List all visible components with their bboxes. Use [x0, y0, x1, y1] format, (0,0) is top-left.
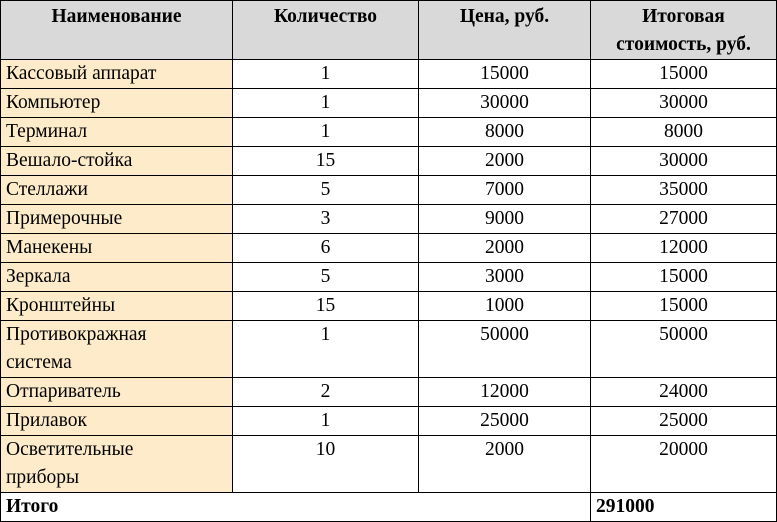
cell-name [1, 321, 233, 378]
total-label: Итого [1, 493, 591, 522]
cell-total: 30000 [591, 89, 777, 118]
cell-price: 2000 [419, 234, 591, 263]
header-price: Цена, руб. [419, 1, 591, 60]
cell-name: Терминал [1, 118, 233, 147]
cell-total: 12000 [591, 234, 777, 263]
cell-quantity: 1 [233, 60, 419, 89]
cell-total: 15000 [591, 263, 777, 292]
cell-quantity: 1 [233, 89, 419, 118]
total-row [1, 493, 777, 522]
cell-quantity: 15 [233, 292, 419, 321]
cell-total: 27000 [591, 205, 777, 234]
cell-quantity: 3 [233, 205, 419, 234]
cell-total: 15000 [591, 60, 777, 89]
cell-total: 24000 [591, 378, 777, 407]
table-row [1, 60, 777, 89]
cell-quantity: 1 [233, 407, 419, 436]
cell-price: 15000 [419, 60, 591, 89]
cell-price: 3000 [419, 263, 591, 292]
cell-total: 25000 [591, 407, 777, 436]
table-row [1, 118, 777, 147]
cell-name: Отпариватель [1, 378, 233, 407]
cell-quantity: 10 [233, 436, 419, 493]
header-quantity: Количество [233, 1, 419, 60]
cell-name-line1: Противокражная [6, 324, 147, 345]
table-row [1, 234, 777, 263]
table-row [1, 176, 777, 205]
cell-name-line2: приборы [6, 467, 80, 488]
cell-name: Кассовый аппарат [1, 60, 233, 89]
cell-total: 35000 [591, 176, 777, 205]
table-row [1, 147, 777, 176]
cell-total: 20000 [591, 436, 777, 493]
table-row [1, 292, 777, 321]
cell-quantity: 6 [233, 234, 419, 263]
cell-price: 8000 [419, 118, 591, 147]
table-row [1, 436, 777, 493]
cell-total: 50000 [591, 321, 777, 378]
header-total-line1: Итоговая [642, 6, 725, 27]
table-row [1, 89, 777, 118]
cell-price: 7000 [419, 176, 591, 205]
header-name: Наименование [1, 1, 233, 60]
cell-name: Прилавок [1, 407, 233, 436]
cell-name: Вешало-стойка [1, 147, 233, 176]
table-row [1, 378, 777, 407]
table-row [1, 321, 777, 378]
cell-name-line2: система [6, 352, 72, 373]
cell-quantity: 1 [233, 321, 419, 378]
cell-price: 2000 [419, 147, 591, 176]
table-header-row [1, 1, 777, 60]
cell-name: Примерочные [1, 205, 233, 234]
cell-total: 15000 [591, 292, 777, 321]
header-total-line2: стоимость, руб. [616, 34, 751, 55]
cell-name [1, 436, 233, 493]
cell-quantity: 2 [233, 378, 419, 407]
header-total [591, 1, 777, 60]
cell-price: 25000 [419, 407, 591, 436]
cell-name: Компьютер [1, 89, 233, 118]
table-row [1, 407, 777, 436]
table-row [1, 205, 777, 234]
cell-name: Кронштейны [1, 292, 233, 321]
cell-name: Зеркала [1, 263, 233, 292]
cell-price: 12000 [419, 378, 591, 407]
cell-quantity: 1 [233, 118, 419, 147]
cell-name: Манекены [1, 234, 233, 263]
cell-price: 9000 [419, 205, 591, 234]
cell-price: 30000 [419, 89, 591, 118]
cell-name: Стеллажи [1, 176, 233, 205]
cell-name-line1: Осветительные [6, 439, 134, 460]
cell-quantity: 5 [233, 263, 419, 292]
cell-quantity: 5 [233, 176, 419, 205]
cell-total: 8000 [591, 118, 777, 147]
total-value: 291000 [591, 493, 777, 522]
cell-price: 1000 [419, 292, 591, 321]
cell-quantity: 15 [233, 147, 419, 176]
cell-total: 30000 [591, 147, 777, 176]
table-row [1, 263, 777, 292]
cell-price: 50000 [419, 321, 591, 378]
cell-price: 2000 [419, 436, 591, 493]
